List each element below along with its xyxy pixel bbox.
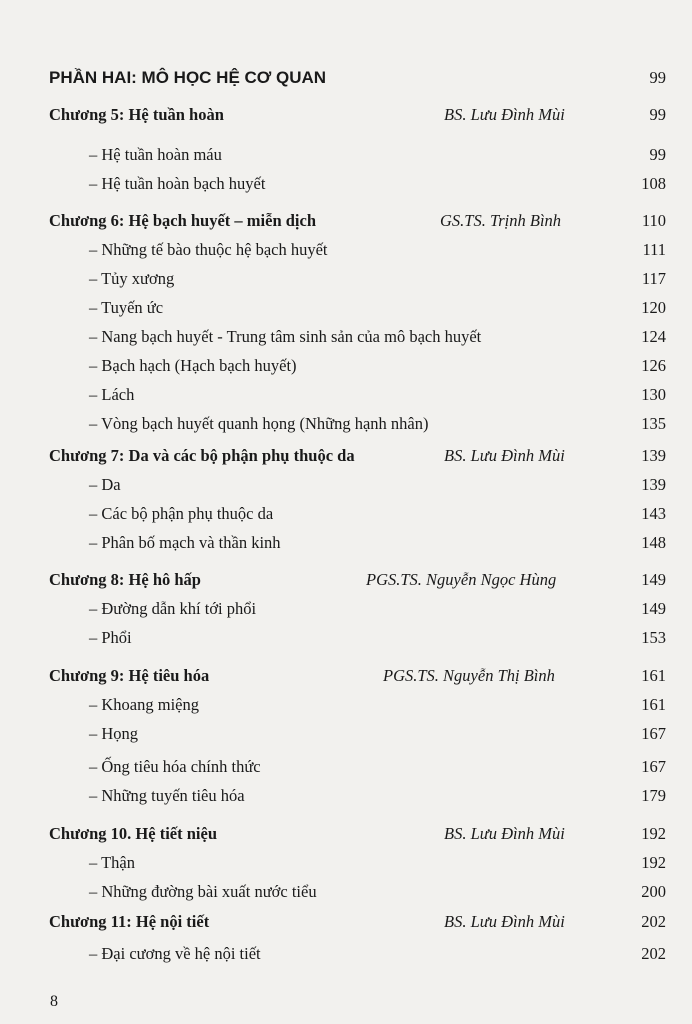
section-title: – Tuyến ức xyxy=(89,298,164,317)
toc-chapter-entry xyxy=(0,666,666,690)
page-ref: 192 xyxy=(641,824,666,843)
chapter-author: GS.TS. Trịnh Bình xyxy=(440,211,562,230)
part-heading-title: PHẦN HAI: MÔ HỌC HỆ CƠ QUAN xyxy=(49,68,327,87)
toc-section-entry xyxy=(0,269,666,293)
page-ref: 148 xyxy=(641,533,666,552)
toc-chapter-entry xyxy=(0,912,666,936)
toc-chapter-entry xyxy=(0,824,666,848)
section-title: – Bạch hạch (Hạch bạch huyết) xyxy=(89,356,297,375)
toc-section-entry xyxy=(0,853,666,877)
chapter-title: Chương 11: Hệ nội tiết xyxy=(49,912,210,931)
toc-section-entry xyxy=(0,145,666,169)
page-ref: 99 xyxy=(649,145,666,164)
page-ref: 124 xyxy=(641,327,666,346)
page-ref: 200 xyxy=(641,882,666,901)
toc-section-entry xyxy=(0,882,666,906)
toc-section-entry xyxy=(0,356,666,380)
page-ref: 139 xyxy=(641,446,666,465)
toc-section-entry xyxy=(0,944,666,968)
page-ref: 110 xyxy=(641,211,666,230)
page-ref: 161 xyxy=(641,666,666,685)
page-ref: 120 xyxy=(641,298,666,317)
toc-chapter-entry xyxy=(0,570,666,594)
page-ref: 202 xyxy=(641,944,666,963)
section-title: – Đại cương về hệ nội tiết xyxy=(89,944,261,963)
page-ref: 149 xyxy=(641,599,666,618)
page-ref: 117 xyxy=(641,269,666,288)
toc-section-entry xyxy=(0,385,666,409)
toc-section-entry xyxy=(0,786,666,810)
page-number: 8 xyxy=(50,993,58,1010)
page-ref: 149 xyxy=(641,570,666,589)
chapter-title: Chương 10. Hệ tiết niệu xyxy=(49,824,217,843)
toc-section-entry xyxy=(0,599,666,623)
page-ref: 99 xyxy=(649,105,666,124)
page-ref: 139 xyxy=(641,475,666,494)
toc-section-entry xyxy=(0,695,666,719)
toc-section-entry xyxy=(0,504,666,528)
toc-section-entry xyxy=(0,327,666,351)
toc-chapter-entry xyxy=(0,446,666,470)
section-title: – Hệ tuần hoàn bạch huyết xyxy=(89,174,266,193)
page-ref: 192 xyxy=(641,853,666,872)
section-title: – Tủy xương xyxy=(89,269,175,288)
page-ref: 153 xyxy=(641,628,666,647)
section-title: – Lách xyxy=(89,385,135,404)
toc-section-entry xyxy=(0,298,666,322)
chapter-author: BS. Lưu Đình Mùi xyxy=(444,105,565,124)
chapter-author: BS. Lưu Đình Mùi xyxy=(444,912,565,931)
toc-section-entry xyxy=(0,628,666,652)
page-ref: 202 xyxy=(641,912,666,931)
chapter-title: Chương 5: Hệ tuần hoàn xyxy=(49,105,224,124)
chapter-author: BS. Lưu Đình Mùi xyxy=(444,824,565,843)
part-heading-page: 99 xyxy=(649,68,666,87)
section-title: – Những tế bào thuộc hệ bạch huyết xyxy=(89,240,328,259)
page-ref: 108 xyxy=(641,174,666,193)
page-ref: 130 xyxy=(641,385,666,404)
section-title: – Da xyxy=(89,475,121,494)
chapter-author: PGS.TS. Nguyễn Ngọc Hùng xyxy=(366,570,557,589)
chapter-title: Chương 8: Hệ hô hấp xyxy=(49,570,201,589)
chapter-title: Chương 9: Hệ tiêu hóa xyxy=(49,666,210,685)
page-ref: 126 xyxy=(641,356,666,375)
chapter-author: PGS.TS. Nguyễn Thị Bình xyxy=(383,666,555,685)
toc-chapter-entry xyxy=(0,211,666,235)
section-title: – Thận xyxy=(89,853,135,872)
section-title: – Hệ tuần hoàn máu xyxy=(89,145,222,164)
section-title: – Các bộ phận phụ thuộc da xyxy=(89,504,274,523)
toc-section-entry xyxy=(0,757,666,781)
section-title: – Ống tiêu hóa chính thức xyxy=(89,757,261,776)
page-ref: 179 xyxy=(641,786,666,805)
toc-chapter-entry xyxy=(0,105,666,129)
toc-section-entry xyxy=(0,240,666,264)
page-ref: 135 xyxy=(641,414,666,433)
toc-section-entry xyxy=(0,533,666,557)
part-heading xyxy=(49,68,666,92)
chapter-author: BS. Lưu Đình Mùi xyxy=(444,446,565,465)
toc-section-entry xyxy=(0,724,666,748)
page-ref: 167 xyxy=(641,724,666,743)
section-title: – Những đường bài xuất nước tiểu xyxy=(89,882,317,901)
section-title: – Phổi xyxy=(89,628,132,647)
page-ref: 167 xyxy=(641,757,666,776)
chapter-title: Chương 7: Da và các bộ phận phụ thuộc da xyxy=(49,446,355,465)
section-title: – Họng xyxy=(89,724,139,743)
page-ref: 161 xyxy=(641,695,666,714)
toc-section-entry xyxy=(0,475,666,499)
section-title: – Vòng bạch huyết quanh họng (Những hạnh nhân) xyxy=(89,414,429,433)
chapter-title: Chương 6: Hệ bạch huyết – miễn dịch xyxy=(49,211,317,230)
section-title: – Những tuyến tiêu hóa xyxy=(89,786,245,805)
section-title: – Đường dẫn khí tới phổi xyxy=(89,599,257,618)
page-ref: 143 xyxy=(641,504,666,523)
section-title: – Phân bố mạch và thần kinh xyxy=(89,533,281,552)
section-title: – Nang bạch huyết - Trung tâm sinh sản của mô bạch huyết xyxy=(89,327,482,346)
toc-section-entry xyxy=(0,174,666,198)
section-title: – Khoang miệng xyxy=(89,695,199,714)
toc-section-entry xyxy=(0,414,666,438)
page-ref: 111 xyxy=(642,240,666,259)
